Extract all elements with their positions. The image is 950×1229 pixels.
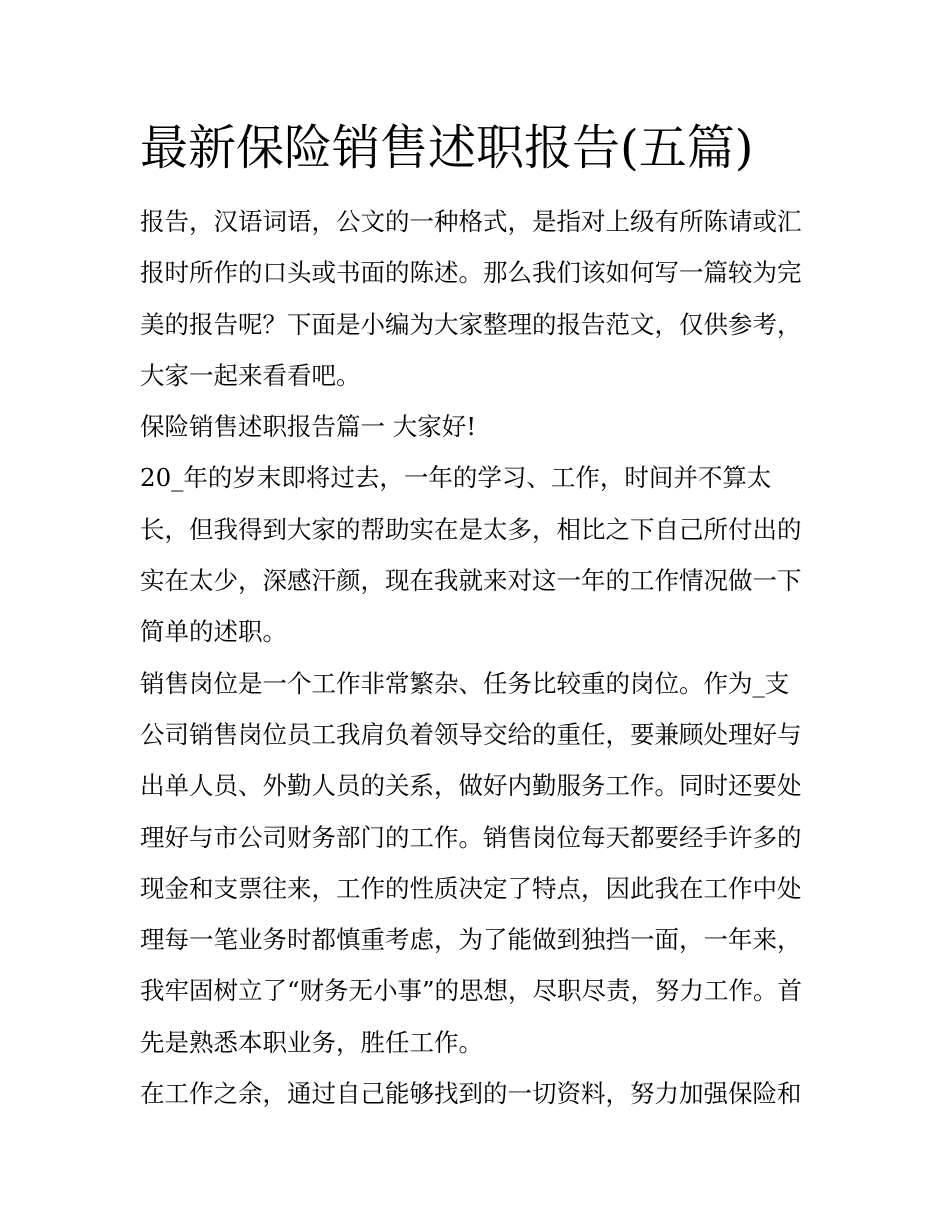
body-line: 出单人员、外勤人员的关系，做好内勤服务工作。同时还要处 — [140, 771, 802, 801]
body-line: 报时所作的口头或书面的陈述。那么我们该如何写一篇较为完 — [140, 258, 802, 288]
body-line: 报告，汉语词语，公文的一种格式，是指对上级有所陈请或汇 — [140, 207, 802, 236]
body-line: 我牢固树立了“财务无小事”的思想，尽职尽责，努力工作。首 — [140, 976, 803, 1006]
body-line: 20_年的岁末即将过去，一年的学习、工作，时间并不算太 — [140, 463, 772, 493]
body-line: 实在太少，深感汗颜，现在我就来对这一年的工作情况做一下 — [140, 566, 802, 596]
document-body — [140, 196, 820, 1119]
body-line: 美的报告呢？下面是小编为大家整理的报告范文，仅供参考， — [140, 309, 802, 339]
body-line: 大家一起来看看吧。 — [140, 360, 361, 390]
body-line: 销售岗位是一个工作非常繁杂、任务比较重的岗位。作为_支 — [140, 668, 790, 698]
body-line: 长，但我得到大家的帮助实在是太多，相比之下自己所付出的 — [140, 514, 802, 544]
body-line: 现金和支票往来，工作的性质决定了特点，因此我在工作中处 — [140, 873, 802, 903]
body-line: 理好与市公司财务部门的工作。销售岗位每天都要经手许多的 — [140, 822, 802, 852]
body-line: 简单的述职。 — [140, 617, 287, 647]
body-line: 在工作之余，通过自己能够找到的一切资料，努力加强保险和 — [140, 1079, 802, 1109]
body-line: 理每一笔业务时都慎重考虑，为了能做到独挡一面，一年来， — [140, 925, 802, 955]
body-line: 保险销售述职报告篇一 大家好! — [140, 412, 477, 442]
document-title: 最新保险销售述职报告(五篇) — [140, 120, 754, 176]
body-line: 先是熟悉本职业务，胜任工作。 — [140, 1027, 483, 1057]
body-line: 公司销售岗位员工我肩负着领导交给的重任，要兼顾处理好与 — [140, 719, 802, 749]
